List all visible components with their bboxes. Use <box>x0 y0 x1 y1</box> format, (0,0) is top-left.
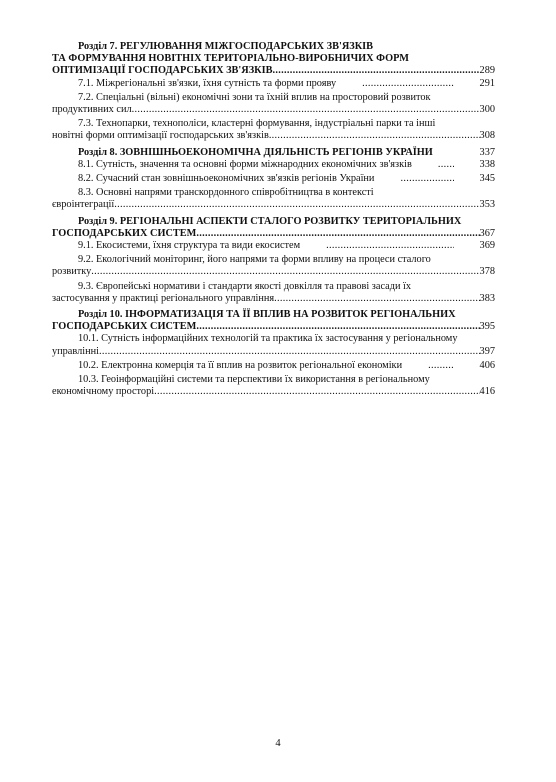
entry-title-cont: євроінтеграції <box>52 199 115 211</box>
section-title-line: ОПТИМІЗАЦІЇ ГОСПОДАРСЬКИХ ЗВ'ЯЗКІВ <box>52 65 273 77</box>
entry-title-cont: управлінні <box>52 345 99 357</box>
dot-leader <box>274 293 479 305</box>
page-ref: 337 <box>479 146 495 158</box>
page-number: 4 <box>275 738 281 749</box>
toc-entry-section[interactable] <box>52 147 495 159</box>
toc-entry[interactable] <box>52 78 495 90</box>
toc-section-10 <box>52 309 495 398</box>
page-ref: 383 <box>479 292 495 304</box>
entry-title-cont: застосування у практиці регіонального управління <box>52 292 275 304</box>
toc-entry[interactable] <box>52 159 495 171</box>
toc-entry[interactable] <box>52 118 495 142</box>
section-title-line: ТА ФОРМУВАННЯ НОВІТНІХ ТЕРИТОРІАЛЬНО-ВИРОБНИЧИХ ФОРМ <box>52 53 409 65</box>
page-ref: 406 <box>479 359 495 371</box>
toc-entry[interactable] <box>52 173 495 185</box>
page-ref: 378 <box>479 266 495 278</box>
section-title-line: Розділ 7. РЕГУЛЮВАННЯ МІЖГОСПОДАРСЬКИХ ЗВ'ЯЗКІВ <box>78 41 374 52</box>
entry-title: 10.1. Сутність інформаційних технологій та практика їх застосування у регіональному <box>78 333 458 345</box>
toc-entry[interactable] <box>52 281 495 305</box>
entry-title: 7.2. Спеціальні (вільні) економічні зони та їхній вплив на просторовий розвиток <box>78 91 431 103</box>
toc-entry[interactable] <box>52 254 495 278</box>
dot-leader <box>300 240 453 252</box>
dot-leader <box>433 147 454 159</box>
dot-leader <box>336 78 453 90</box>
entry-title: 7.1. Міжрегіональні зв'язки, їхня сутність та форми прояву <box>78 77 337 89</box>
dot-leader <box>269 130 480 142</box>
entry-title: 8.2. Сучасний стан зовнішньоекономічних зв'язків регіонів України <box>78 173 375 185</box>
page-ref: 395 <box>479 321 495 333</box>
toc-entry[interactable] <box>52 92 495 116</box>
page-ref: 353 <box>479 199 495 211</box>
page-ref: 416 <box>479 386 495 398</box>
page-ref: 291 <box>479 77 495 89</box>
toc-entry[interactable] <box>52 333 495 357</box>
dot-leader <box>374 173 453 185</box>
toc-entry-section[interactable] <box>52 65 495 77</box>
entry-title: 7.3. Технопарки, технополіси, кластерні формування, індустріальні парки та інші <box>78 118 436 130</box>
section-title-line: ГОСПОДАРСЬКИХ СИСТЕМ <box>52 321 197 333</box>
entry-title: 9.2. Екологічний моніторинг, його напрями та форми впливу на процеси сталого <box>78 254 431 266</box>
toc-entry[interactable] <box>52 374 495 398</box>
section-title-line: Розділ 9. РЕГІОНАЛЬНІ АСПЕКТИ СТАЛОГО РОЗВИТКУ ТЕРИТОРІАЛЬНИХ <box>78 215 462 227</box>
toc-section-9 <box>52 216 495 305</box>
toc-entry-section[interactable] <box>52 228 495 240</box>
entry-title: 10.2. Електронна комерція та її вплив на розвиток регіональної економіки <box>78 359 403 371</box>
page-ref: 308 <box>479 130 495 142</box>
dot-leader <box>273 65 480 77</box>
page-ref: 397 <box>479 345 495 357</box>
entry-title: 8.3. Основні напрями транскордонного співробітництва в контексті <box>78 187 374 199</box>
page-ref: 367 <box>479 227 495 239</box>
entry-title: 8.1. Сутність, значення та основні форми міжнародних економічних зв'язків <box>78 158 412 170</box>
entry-title-cont: новітні форми оптимізації господарських зв'язків <box>52 130 269 142</box>
dot-leader <box>132 104 480 116</box>
toc-section-8 <box>52 147 495 212</box>
table-of-contents <box>52 41 495 402</box>
dot-leader <box>196 228 479 240</box>
dot-leader <box>154 386 479 398</box>
section-title-line: ГОСПОДАРСЬКИХ СИСТЕМ <box>52 227 197 239</box>
entry-title-cont: продуктивних сил <box>52 104 132 116</box>
entry-title-cont: економічному просторі <box>52 386 155 398</box>
page-ref: 345 <box>479 173 495 185</box>
dot-leader <box>91 266 479 278</box>
page-ref: 369 <box>479 240 495 252</box>
toc-section-7 <box>52 41 495 143</box>
section-title-line: Розділ 10. ІНФОРМАТИЗАЦІЯ ТА ЇЇ ВПЛИВ НА РОЗВИТОК РЕГІОНАЛЬНИХ <box>78 309 456 321</box>
dot-leader <box>99 346 480 358</box>
dot-leader <box>114 199 479 211</box>
page-ref: 289 <box>479 65 495 77</box>
toc-entry[interactable] <box>52 360 495 372</box>
entry-title: 10.3. Геоінформаційні системи та перспективи їх використання в регіональному <box>78 374 430 386</box>
section-title-line: Розділ 8. ЗОВНІШНЬОЕКОНОМІЧНА ДІЯЛЬНІСТЬ РЕГІОНІВ УКРАЇНИ <box>78 146 433 158</box>
page-ref: 300 <box>479 104 495 116</box>
toc-entry[interactable] <box>52 240 495 252</box>
entry-title: 9.3. Європейські нормативи і стандарти якості довкілля та правові засади їх <box>78 280 412 292</box>
dot-leader <box>402 360 453 372</box>
page-ref: 338 <box>479 158 495 170</box>
dot-leader <box>196 321 479 333</box>
toc-entry-section[interactable] <box>52 321 495 333</box>
entry-title: 9.1. Екосистеми, їхня структура та види екосистем <box>78 240 301 252</box>
entry-title-cont: розвитку <box>52 266 92 278</box>
toc-entry[interactable] <box>52 187 495 211</box>
dot-leader <box>412 159 454 171</box>
